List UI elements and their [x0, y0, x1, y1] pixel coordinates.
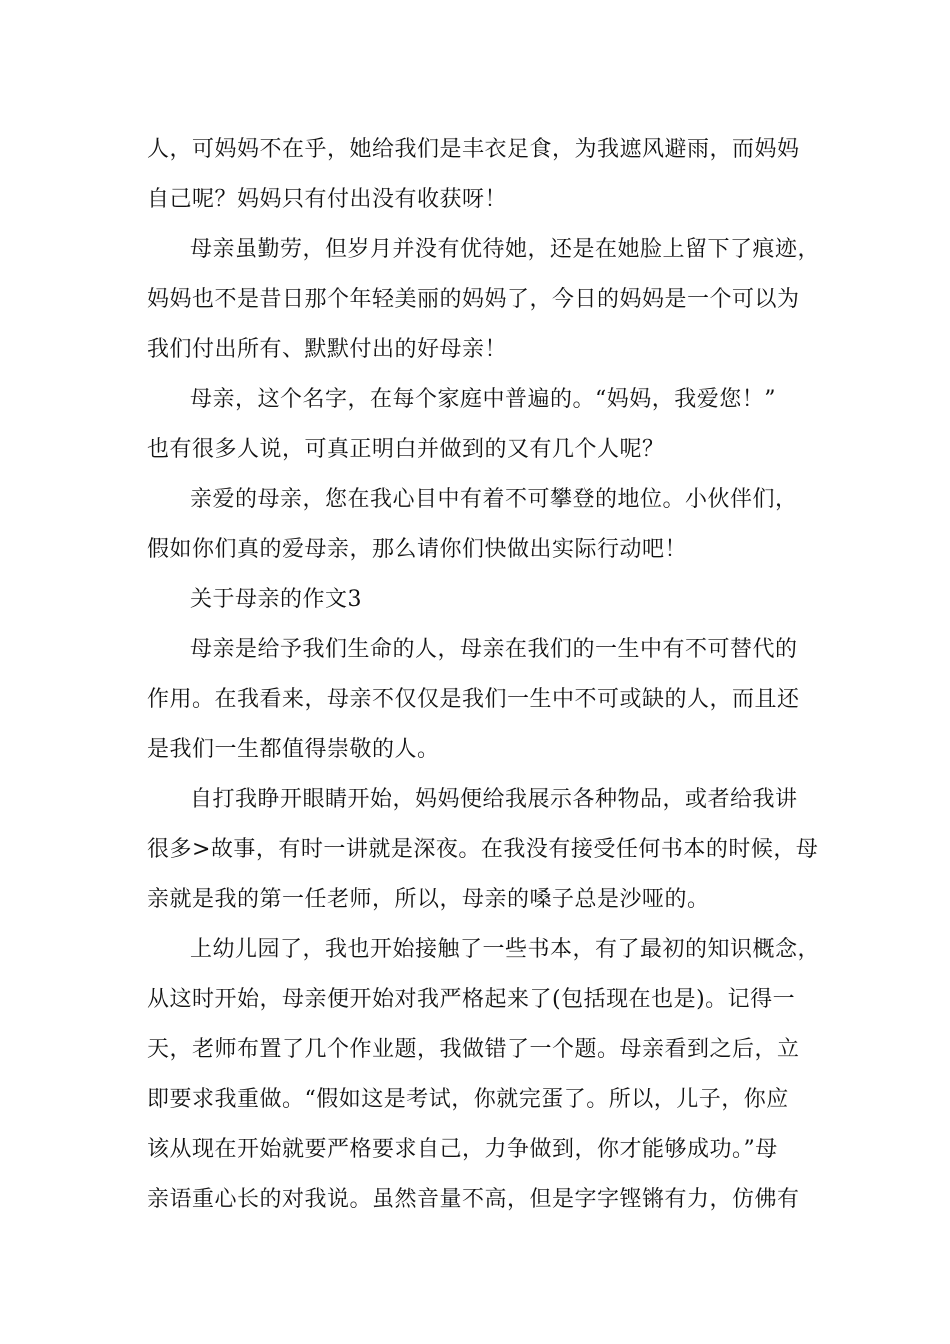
- text-line: 也有很多人说，可真正明白并做到的又有几个人呢？: [147, 437, 665, 462]
- text-line: 该从现在开始就要严格要求自己，力争做到，你才能够成功。”母: [147, 1137, 778, 1162]
- paragraph-start-line: 上幼儿园了，我也开始接触了一些书本，有了最初的知识概念，: [190, 937, 821, 962]
- text-line: 天，老师布置了几个作业题，我做错了一个题。母亲看到之后，立: [147, 1037, 800, 1062]
- paragraph-start-line: 亲爱的母亲，您在我心目中有着不可攀登的地位。小伙伴们，: [190, 487, 798, 512]
- text-line: 自己呢？妈妈只有付出没有收获呀！: [147, 187, 508, 212]
- text-line: 作用。在我看来，母亲不仅仅是我们一生中不可或缺的人，而且还: [147, 687, 800, 712]
- text-line: 亲语重心长的对我说。虽然音量不高，但是字字铿锵有力，仿佛有: [147, 1187, 800, 1212]
- text-line: 从这时开始，母亲便开始对我严格起来了(包括现在也是)。记得一: [147, 987, 796, 1012]
- paragraph-start-line: 母亲虽勤劳，但岁月并没有优待她，还是在她脸上留下了痕迹，: [190, 237, 821, 262]
- text-line: 很多>故事，有时一讲就是深夜。在我没有接受任何书本的时候，母: [147, 837, 819, 862]
- text-line: 妈妈也不是昔日那个年轻美丽的妈妈了，今日的妈妈是一个可以为: [147, 287, 800, 312]
- text-line: 假如你们真的爱母亲，那么请你们快做出实际行动吧！: [147, 537, 688, 562]
- paragraph-start-line: 母亲是给予我们生命的人，母亲在我们的一生中有不可替代的: [190, 637, 798, 662]
- text-line: 是我们一生都值得崇敬的人。: [147, 737, 440, 762]
- section-heading: 关于母亲的作文3: [190, 587, 362, 612]
- text-line: 我们付出所有、默默付出的好母亲！: [147, 337, 508, 362]
- text-line: 即要求我重做。“假如这是考试，你就完蛋了。所以，儿子，你应: [147, 1087, 789, 1112]
- text-line: 人，可妈妈不在乎，她给我们是丰衣足食，为我遮风避雨，而妈妈: [147, 137, 800, 162]
- text-line: 亲就是我的第一任老师，所以，母亲的嗓子总是沙哑的。: [147, 887, 710, 912]
- paragraph-start-line: 母亲，这个名字，在每个家庭中普遍的。“妈妈，我爱您！”: [190, 387, 776, 412]
- paragraph-start-line: 自打我睁开眼睛开始，妈妈便给我展示各种物品，或者给我讲: [190, 787, 798, 812]
